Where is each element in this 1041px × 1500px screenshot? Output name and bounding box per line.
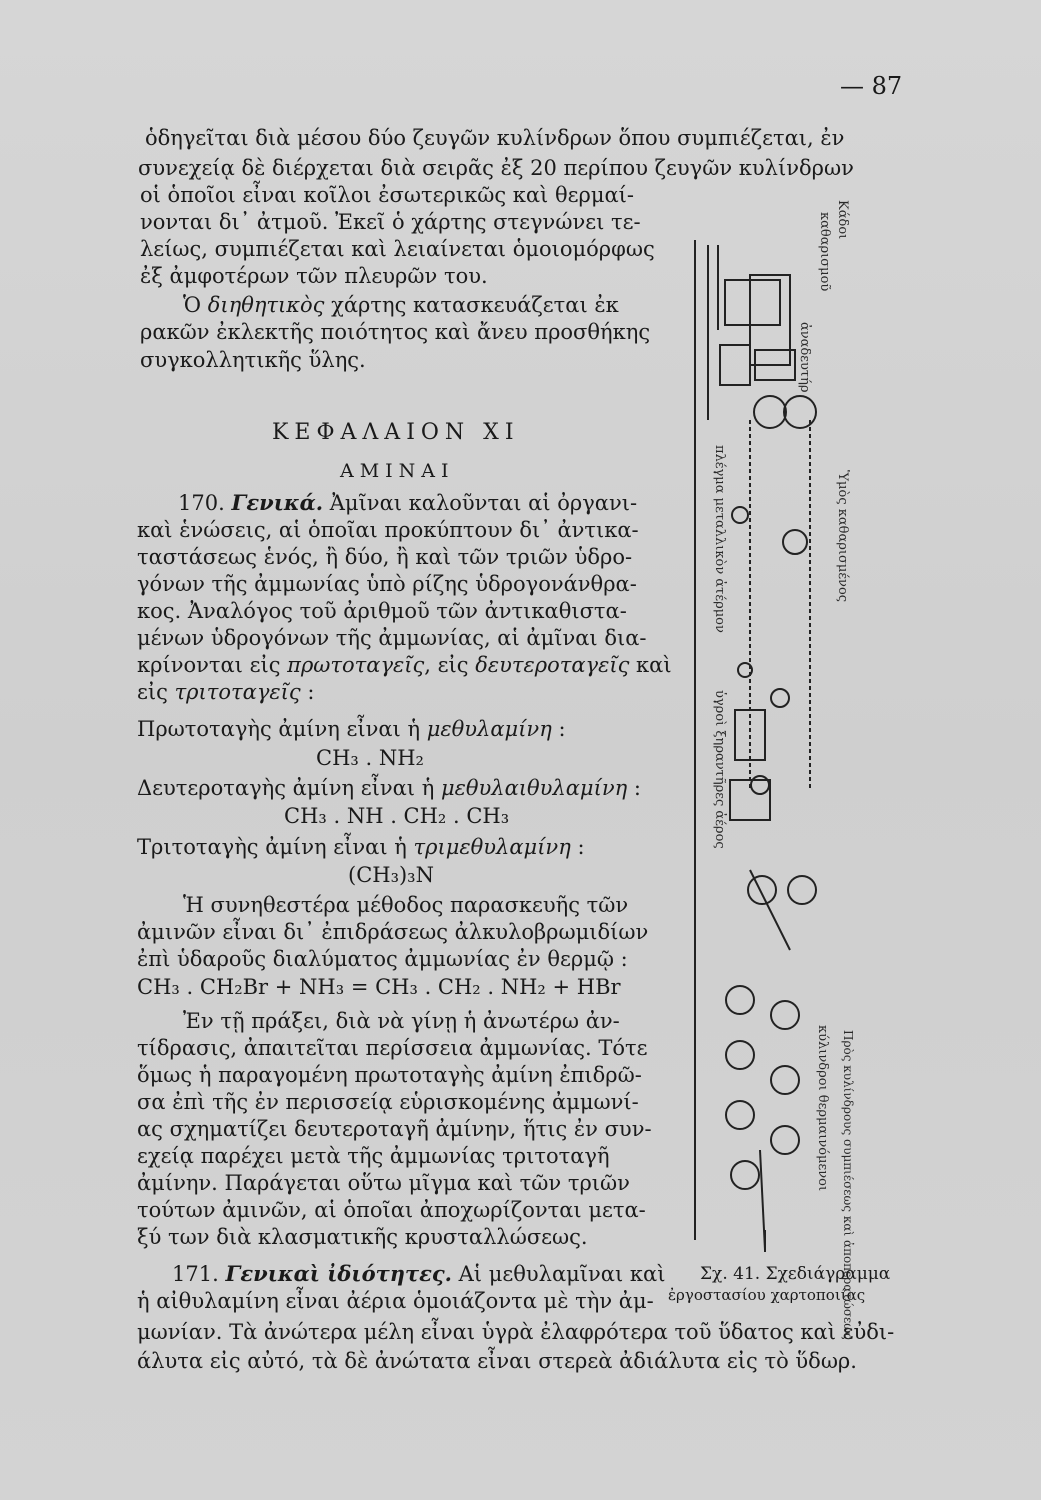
label-cleaning: καθαρισμοῦ: [817, 212, 832, 292]
roller: [732, 507, 748, 523]
body-line: σα ἐπὶ τῆς ἐν περισσείᾳ εὑρισκομένης ἀμμωνί-: [137, 1090, 639, 1114]
term-filter-paper: διηθητικὸς: [207, 293, 325, 317]
label-to-press-rollers: Πρὸς κυλίνδρους συμπιέσεως καὶ ἀποπερατώσεως: [841, 1030, 855, 1340]
figure-caption: ἐργοστασίου χαρτοποιίας: [668, 1286, 866, 1304]
classification-line: εἰς τριτοταγεῖς :: [137, 680, 315, 704]
drying-cylinder: [731, 1161, 759, 1189]
prep-line: ἀμινῶν εἶναι δι᾽ ἐπιδράσεως ἀλκυλοβρωμιδίων: [137, 920, 649, 944]
prep-line: ἐπὶ ὑδαροῦς διαλύματος ἀμμωνίας ἐν θερμῷ :: [137, 947, 628, 971]
body-line: άλυτα εἰς αὐτό, τὰ δὲ ἀνώτατα εἶναι στερεὰ ἀδιάλυτα εἰς τὸ ὕδωρ.: [137, 1349, 857, 1373]
formula-methylamine: CH₃ . NH₂: [316, 746, 424, 770]
intro-line: οἱ ὁποῖοι εἶναι κοῖλοι ἐσωτερικῶς καὶ θερμαί-: [140, 183, 634, 207]
roller: [771, 689, 789, 707]
body-line: μένων ὑδρογόνων τῆς ἀμμωνίας, αἱ ἀμῖναι δια-: [137, 626, 647, 650]
drying-cylinder: [726, 986, 754, 1014]
example-tertiary: Τριτοταγὴς ἀμίνη εἶναι ἡ τριμεθυλαμίνη :: [137, 835, 585, 859]
formula-methylethylamine: CH₃ . NH . CH₂ . CH₃: [284, 804, 510, 828]
roller: [748, 876, 776, 904]
methylamine: μεθυλαμίνη: [426, 717, 552, 741]
label-wire-belt: πλέγμα μεταλλικὸν ἀτέρμον: [712, 445, 727, 633]
body-line: καὶ ἑνώσεις, αἱ ὁποῖαι προκύπτουν δι᾽ ἀντικα-: [137, 518, 639, 542]
intro-line: συνεχείᾳ δὲ διέρχεται διὰ σειρᾶς ἐξ 20 περίπου ζευγῶν κυλίνδρων: [138, 156, 854, 180]
section-171-header: 171. Γενικαὶ ἰδιότητες. Αἱ μεθυλαμῖναι καὶ: [172, 1261, 666, 1286]
vat: [720, 345, 750, 385]
figure-caption: Σχ. 41. Σχεδιάγραμμα: [700, 1264, 891, 1284]
intro-line: λείως, συμπιέζεται καὶ λειαίνεται ὁμοιομόρφως: [140, 237, 655, 261]
body-line: κος. Ἀναλόγος τοῦ ἀριθμοῦ τῶν ἀντικαθιστα-: [137, 599, 627, 623]
intro-line: ἐξ ἀμφοτέρων τῶν πλευρῶν του.: [140, 264, 488, 288]
term-primary: πρωτοταγεῖς: [287, 653, 425, 677]
body-line: εχείᾳ παρέχει μετὰ τῆς ἀμμωνίας τριτοταγῆ: [137, 1144, 610, 1168]
vat: [725, 280, 780, 325]
body-line: ας σχηματίζει δευτεροταγῆ ἀμίνην, ἥτις ἐν συν-: [137, 1117, 652, 1141]
intro-line: νονται δι᾽ ἀτμοῦ. Ἐκεῖ ὁ χάρτης στεγνώνει τε-: [140, 210, 641, 234]
methylethylamine: μεθυλαιθυλαμίνη: [440, 776, 628, 800]
body-line: ταστάσεως ἑνός, ἢ δύο, ἢ καὶ τῶν τριῶν ὑδρο-: [137, 545, 633, 569]
roller: [788, 876, 816, 904]
body-line: ὅμως ἡ παραγομένη πρωτοταγὴς ἀμίνη ἐπιδρῶ-: [137, 1063, 642, 1087]
roller: [754, 396, 786, 428]
term-tertiary: τριτοταγεῖς: [174, 680, 301, 704]
example-primary: Πρωτοταγὴς ἀμίνη εἶναι ἡ μεθυλαμίνη :: [137, 717, 566, 741]
roller: [751, 776, 769, 794]
chapter-subtitle: ΑΜΙΝΑΙ: [340, 460, 455, 482]
body-line: τίδρασις, ἀπαιτεῖται περίσσεια ἀμμωνίας. Τότε: [137, 1036, 648, 1060]
filter-paper-line: Ὁ διηθητικὸς χάρτης κατασκευάζεται ἐκ: [183, 293, 619, 317]
filter-paper-line: ρακῶν ἐκλεκτῆς ποιότητος καὶ ἄνευ προσθήκης: [140, 320, 651, 344]
body-line: γόνων τῆς ἀμμωνίας ὑπὸ ρίζης ὑδρογονάνθρα-: [137, 572, 637, 596]
body-line: ξύ των διὰ κλασματικῆς κρυσταλλώσεως.: [137, 1225, 588, 1249]
classification-line: κρίνονται εἰς πρωτοταγεῖς, εἰς δευτεροταγεῖς καὶ: [137, 653, 672, 677]
filter-paper-line: συγκολλητικῆς ὕλης.: [140, 348, 366, 372]
body-line: Ἐν τῇ πράξει, διὰ νὰ γίνῃ ἡ ἀνωτέρω ἀν-: [183, 1009, 620, 1033]
section-heading: Γενικαὶ ἰδιότητες.: [225, 1261, 452, 1286]
intro-line: ὁδηγεῖται διὰ μέσου δύο ζευγῶν κυλίνδρων ὅπου συμπιέζεται, ἐν: [145, 126, 845, 150]
roller: [783, 530, 807, 554]
page-number: — 87: [840, 72, 903, 100]
label-pulp: Ὑμὸς καθαρισμένος: [835, 470, 850, 603]
trimethylamine: τριμεθυλαμίνη: [413, 835, 571, 859]
felt: [750, 870, 790, 950]
drying-cylinder: [771, 1126, 799, 1154]
body-line: τούτων ἀμινῶν, αἱ ὁποῖαι ἀποχωρίζονται μετα-: [137, 1198, 646, 1222]
label-vats: Κάδοι: [835, 200, 850, 240]
label-agitator: ἀναδευτήρ: [797, 322, 812, 393]
label-heated-cylinders: κύλινδροι θερμαινόμενοι: [815, 1025, 830, 1192]
prep-line: Ἡ συνηθεστέρα μέθοδος παρασκευῆς τῶν: [183, 893, 629, 917]
drying-cylinder: [726, 1041, 754, 1069]
body-line: μωνίαν. Τὰ ἀνώτερα μέλη εἶναι ὑγρὰ ἐλαφρότερα τοῦ ὕδατος καὶ εὐδι-: [137, 1320, 895, 1344]
drying-cylinder: [771, 1001, 799, 1029]
roller: [738, 663, 752, 677]
body-line: ἀμίνην. Παράγεται οὕτω μῖγμα καὶ τῶν τριῶν: [137, 1171, 630, 1195]
drying-cylinder: [726, 1101, 754, 1129]
drying-cylinder: [771, 1066, 799, 1094]
reaction-equation: CH₃ . CH₂Br + NH₃ = CH₃ . CH₂ . NH₂ + HBr: [137, 975, 621, 999]
chapter-title: ΚΕΦΑΛΑΙΟΝ ΧΙ: [272, 420, 520, 445]
roller: [784, 396, 816, 428]
term-secondary: δευτεροταγεῖς: [475, 653, 630, 677]
body-line: ἡ αἰθυλαμίνη εἶναι ἀέρια ὁμοιάζοντα μὲ τὴν ἀμ-: [137, 1289, 654, 1313]
section-heading: Γενικά.: [231, 490, 324, 515]
formula-trimethylamine: (CH₃)₃N: [348, 863, 434, 887]
section-170-header: 170. Γενικά. Ἀμῖναι καλοῦνται αἱ ὀργανι-: [178, 490, 638, 515]
label-wet-dryers: ὑγροὶ ξηραντῆρες ἀέρος: [712, 690, 727, 849]
example-secondary: Δευτεροταγὴς ἀμίνη εἶναι ἡ μεθυλαιθυλαμίνη :: [137, 776, 641, 800]
